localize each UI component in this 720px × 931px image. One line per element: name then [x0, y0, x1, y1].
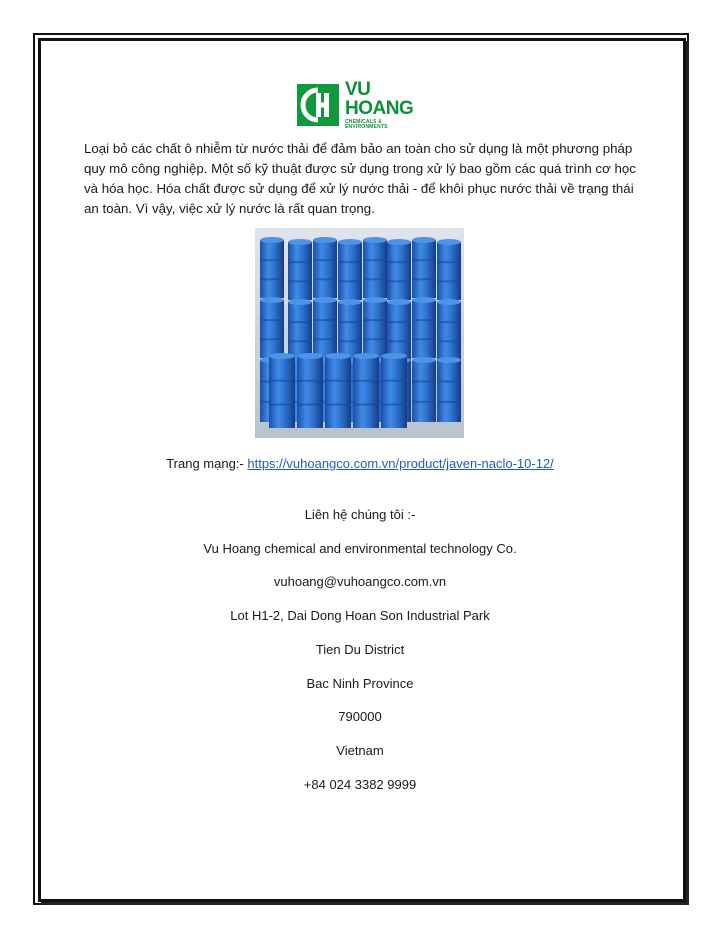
drum-shape — [297, 353, 323, 428]
phone-number[interactable]: +84 024 3382 9999 — [303, 777, 417, 792]
logo-mark-icon — [297, 84, 339, 126]
drum-shape — [288, 239, 312, 300]
country: Vietnam — [336, 743, 384, 758]
website-line — [60, 456, 660, 471]
drum-shape — [338, 299, 362, 360]
drum-shape — [260, 297, 284, 358]
contact-email[interactable]: vuhoang@vuhoangco.com.vn — [273, 574, 447, 589]
product-photo-drums — [255, 228, 464, 438]
drum-shape — [313, 237, 337, 298]
intro-paragraph: Loại bỏ các chất ô nhiễm từ nước thải để đảm bảo an toàn cho sử dụng là một phương pháp quy mô công nghiệp. Một số kỹ thuật được sử dụng trong xử lý bao gồm các quá trình cơ học và hóa học. Hóa chất được sử dụng để xử lý nước thải - để khôi phục nước thải về trạng thái an toàn. Vì vậy, việc xử lý nước là rất quan trọng. — [84, 141, 636, 216]
drum-shape — [288, 299, 312, 360]
company-logo — [297, 79, 421, 130]
drum-shape — [338, 239, 362, 300]
drum-shape — [387, 239, 411, 300]
drum-shape — [363, 297, 387, 358]
drum-shape — [437, 357, 461, 422]
website-link[interactable]: https://vuhoangco.com.vn/product/javen-naclo-10-12/ — [247, 456, 554, 471]
drum-shape — [412, 357, 436, 422]
drum-shape — [387, 299, 411, 360]
company-name: Vu Hoang chemical and environmental technology Co. — [203, 541, 517, 556]
postal-code: 790000 — [338, 709, 382, 724]
drum-shape — [260, 237, 284, 298]
province: Bac Ninh Province — [306, 676, 414, 691]
logo-name: VU HOANG — [345, 79, 414, 119]
contact-heading: Liên hệ chúng tôi :- — [304, 507, 416, 522]
drum-shape — [437, 299, 461, 360]
logo-tagline: CHEMICALS & ENVIRONMENTS — [345, 119, 388, 130]
drum-shape — [412, 237, 436, 298]
drum-shape — [313, 297, 337, 358]
drum-shape — [412, 297, 436, 358]
address-line: Lot H1-2, Dai Dong Hoan Son Industrial Park — [230, 608, 490, 623]
drum-shape — [325, 353, 351, 428]
drum-shape — [363, 237, 387, 298]
district: Tien Du District — [315, 642, 405, 657]
drum-shape — [353, 353, 379, 428]
drum-shape — [269, 353, 295, 428]
drum-shape — [437, 239, 461, 300]
website-prefix: Trang mạng:- — [166, 456, 248, 471]
drum-shape — [381, 353, 407, 428]
